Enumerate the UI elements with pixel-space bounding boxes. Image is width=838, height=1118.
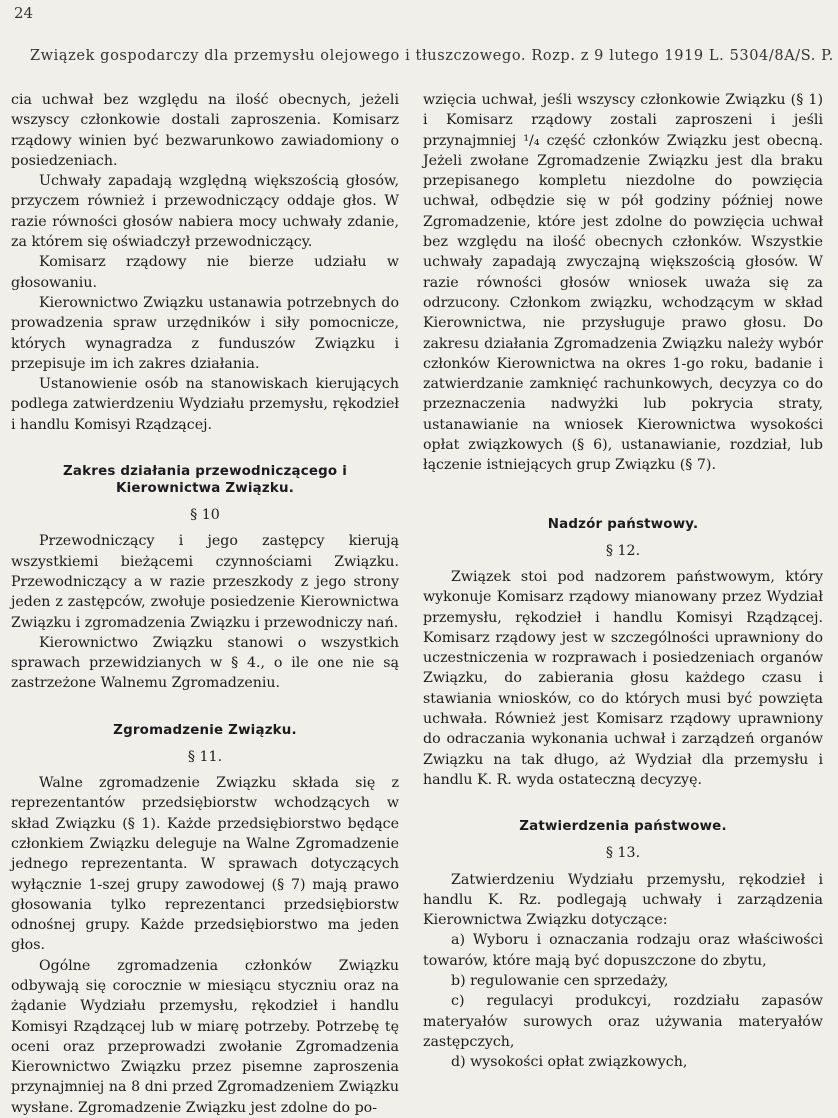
- section-number: § 11.: [187, 748, 223, 765]
- page-number: 24: [14, 4, 34, 22]
- section-heading: Zatwierdzenia państwowe.: [519, 819, 727, 835]
- paragraph: Przewodniczący i jego zastępcy kierują wszystkiemi bieżącemi czynnościami Związku. Przewodniczący a w razie przeszkody z jego strony jeden z zastępców, zwołuje posiedzenie Kierownictwa Związku i zgromadzenia Związku i przewodniczy nań.: [11, 533, 399, 631]
- paragraph: Kierownictwo Związku ustanawia potrzebnych do prowadzenia spraw urzędników i siły pomocnicze, których wynagradza z funduszów Związku i przepisuje im ich zakres działania.: [11, 294, 399, 372]
- paragraph: Uchwały zapadają względną większością głosów, przyczem również i przewodniczący oddaje głos. W razie równości głosów nabiera mocy uchwały zdanie, za którem się oświadczył przewodniczący.: [11, 173, 399, 251]
- list-item: c) regulacyi produkcyi, rozdziału zapasów materyałów surowych oraz używania materyałów zastępczych,: [423, 993, 823, 1050]
- left-column: [11, 90, 399, 1118]
- paragraph: Walne zgromadzenie Związku składa się z reprezentantów przedsiębiorstw wchodzących w skład Związku (§ 1). Każde przedsiębiorstwo będące członkiem Związku deleguje na Walne Zgromadzenie jednego reprezentanta. W sprawach dotyczących wyłącznie 1-szej grupy zawodowej (§ 7) mają prawo głosowania tylko reprezentanci przedsiębiorstw odnośnej grupy. Każde przedsiębiorstwo ma jeden głos.: [11, 775, 399, 954]
- list-item: b) regulowanie cen sprzedaży,: [451, 972, 669, 989]
- right-column: [423, 90, 823, 1072]
- section-heading: Zakres działania przewodniczącego i Kierownictwa Związku.: [63, 464, 347, 497]
- list-item: d) wysokości opłat związkowych,: [451, 1054, 688, 1071]
- paragraph: cia uchwał bez względu na ilość obecnych, jeżeli wszyscy członkowie dostali zaproszenia. Komisarz rządowy winien być bezwarunkowo zawiadomiony o posiedzeniach.: [11, 92, 399, 169]
- section-heading: Zgromadzenie Związku.: [113, 722, 297, 738]
- paragraph: Związek stoi pod nadzorem państwowym, który wykonuje Komisarz rządowy mianowany przez Wydział przemysłu, rękodzieł i handlu Komisyi Rządzącej. Komisarz rządowy jest w szczególności uprawniony do uczestniczenia w rozprawach i posiedzeniach organów Związku, do zabierania głosu każdego czasu i stawiania wniosków, co do których musi być powzięta uchwała. Również jest Komisarz rządowy uprawniony do odraczania wykonania uchwał i zarządzeń organów Związku na tak długo, aż Wydział dla przemysłu i handlu K. R. wyda ostateczną decyzyę.: [423, 568, 823, 788]
- paragraph: Ogólne zgromadzenia członków Związku odbywają się corocznie w miesiącu styczniu oraz na żądanie Wydziału przemysłu, rękodzieł i handlu Komisyi Rządzącej lub w miarę potrzeby. Potrzebę tę oceni oraz przeprowadzi zwołanie Zgromadzenia Kierownictwo Związku przez pisemne zaproszenia przynajmniej na 8 dni przed Zgromadzeniem Związku wysłane. Zgromadzenie Związku jest zdolne do po-: [11, 957, 399, 1116]
- paragraph: Ustanowienie osób na stanowiskach kierujących podlega zatwierdzeniu Wydziału przemysłu, rękodzieł i handlu Komisyi Rządzącej.: [11, 376, 399, 433]
- running-header: Związek gospodarczy dla przemysłu olejowego i tłuszczowego. Rozp. z 9 lutego 1919 L. 5304/8A/S. P.: [30, 48, 834, 64]
- list-item: a) Wyboru i oznaczania rodzaju oraz właściwości towarów, które mają być dopuszczone do zbytu,: [423, 932, 823, 969]
- paragraph: wzięcia uchwał, jeśli wszyscy członkowie Związku (§ 1) i Komisarz rządowy zostali zaproszeni i jeśli przynajmniej ¹/₄ część członków Związku jest obecną. Jeżeli zwołane Zgromadzenie Związku jest dla braku przepisanego kompletu niezdolne do powzięcia uchwał, odbędzie się w pół godziny później nowe Zgromadzenie, które jest zdolne do powzięcia uchwał bez względu na ilość obecnych członków. Wszystkie uchwały zapadają zwyczajną większością głosów. W razie równości głosów wniosek uważa się za odrzucony. Członkom związku, wchodzącym w skład Kierownictwa, nie przysługuje prawo głosu. Do zakresu działania Zgromadzenia Związku należy wybór członków Kierownictwa na okres 1-go roku, badanie i zatwierdzanie zamknięć rachunkowych, decyzya co do przeznaczenia nadwyżki lub pokrycia straty, ustanawianie na wniosek Kierownictwa wysokości opłat związkowych (§ 6), ustanawianie, rozdział, lub łączenie istniejących grup Związku (§ 7).: [423, 92, 823, 474]
- section-number: § 13.: [605, 845, 641, 862]
- section-heading: Nadzór państwowy.: [547, 516, 699, 532]
- paragraph: Zatwierdzeniu Wydziału przemysłu, rękodzieł i handlu K. Rz. podlegają uchwały i zarządzenia Kierownictwa Związku dotyczące:: [423, 871, 823, 929]
- section-number: § 12.: [605, 542, 641, 559]
- paragraph: Komisarz rządowy nie bierze udziału w głosowaniu.: [11, 254, 399, 291]
- section-number: § 10: [190, 507, 220, 524]
- paragraph: Kierownictwo Związku stanowi o wszystkich sprawach przewidzianych w § 4., o ile one nie są zastrzeżone Walnemu Zgromadzeniu.: [11, 634, 399, 692]
